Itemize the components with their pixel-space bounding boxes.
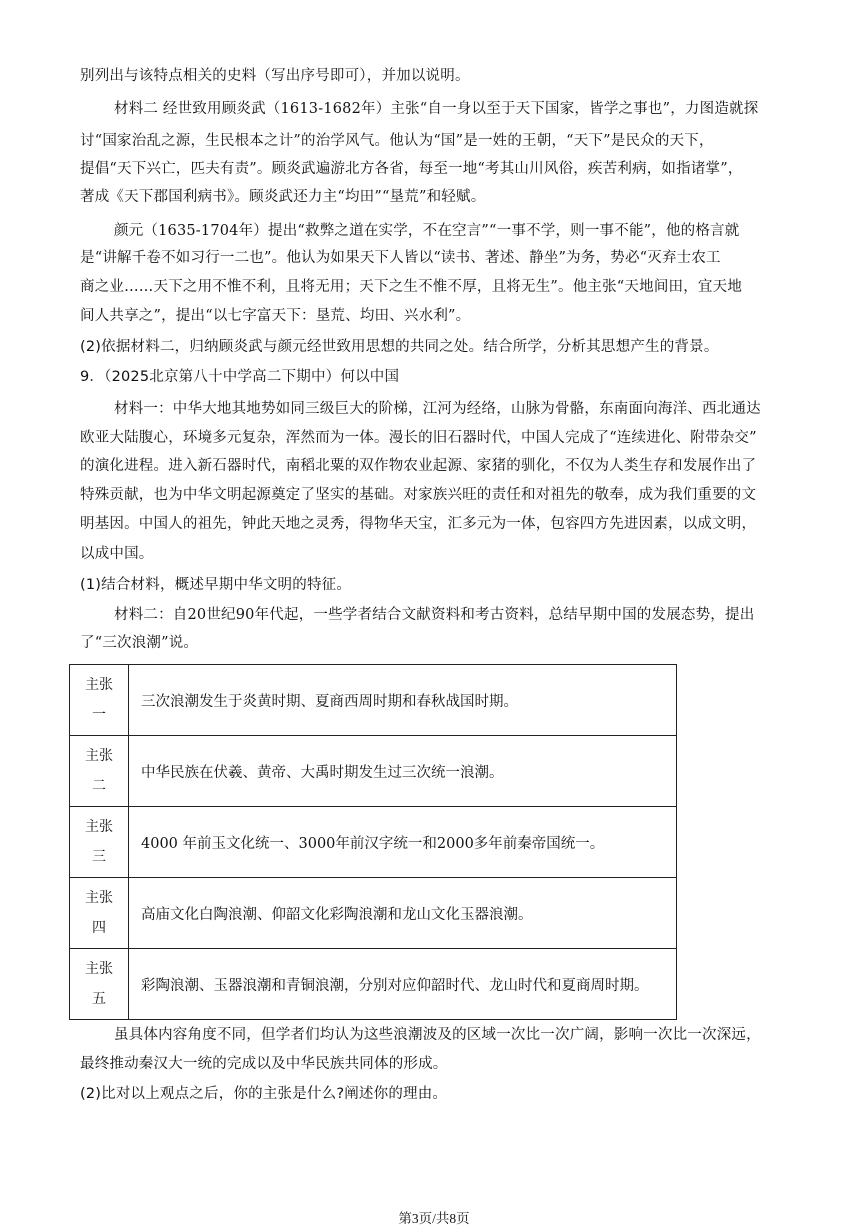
row-label-top: 主张 xyxy=(85,819,113,835)
row-label-top: 主张 xyxy=(85,961,113,977)
page-number: 第3页/共8页 xyxy=(398,1211,470,1226)
claims-table xyxy=(69,664,677,1020)
question-line: (2)依据材料二，归纳顾炎武与颜元经世致用思想的共同之处。结合所学，分析其思想产生的背景。 xyxy=(80,339,719,355)
text-line: 材料二 经世致用顾炎武（1613-1682年）主张“自一身以至于天下国家，皆学之事也”，力图造就探 xyxy=(114,101,759,117)
row-label-bottom: 三 xyxy=(92,849,106,865)
text-line: 商之业……天下之用不惟不利，且将无用；天下之生不惟不厚，且将无生”。他主张“天地间田，宜天地 xyxy=(80,279,743,295)
text-line: 的演化进程。进入新石器时代，南稻北粟的双作物农业起源、家猪的驯化，不仅为人类生存和发展作出了 xyxy=(80,458,757,474)
row-content: 高庙文化白陶浪潮、仰韶文化彩陶浪潮和龙山文化玉器浪潮。 xyxy=(129,878,677,949)
table-row xyxy=(70,665,677,736)
text-line: 颜元（1635-1704年）提出“救弊之道在实学，不在空言”“一事不学，则一事不能”，他的格言就 xyxy=(114,223,740,239)
text-line: 以成中国。 xyxy=(80,546,154,562)
row-label-top: 主张 xyxy=(85,748,113,764)
row-content: 三次浪潮发生于炎黄时期、夏商西周时期和春秋战国时期。 xyxy=(129,665,677,736)
row-label xyxy=(70,665,129,736)
text-line: 提倡“天下兴亡，匹夫有责”。顾炎武遍游北方各省，每至一地“考其山川风俗，疾苦利病，如指诸掌”， xyxy=(80,161,743,177)
text-line: 最终推动秦汉大一统的完成以及中华民族共同体的形成。 xyxy=(80,1056,448,1072)
text-line: 了“三次浪潮”说。 xyxy=(80,635,199,651)
row-label xyxy=(70,878,129,949)
text-line: 特殊贡献，也为中华文明起源奠定了坚实的基础。对家族兴旺的责任和对祖先的敬奉，成为我们重要的文 xyxy=(80,487,757,503)
text-line: 著成《天下郡国利病书》。顾炎武还力主“均田”“垦荒”和轻赋。 xyxy=(80,189,486,205)
text-line: 间人共享之”，提出“以七字富天下：垦荒、均田、兴水利”。 xyxy=(80,308,471,324)
row-label xyxy=(70,807,129,878)
text-line: 欧亚大陆腹心，环境多元复杂，浑然而为一体。漫长的旧石器时代，中国人完成了“连续进化、附带杂交” xyxy=(80,430,757,446)
row-label-bottom: 四 xyxy=(92,920,106,936)
text-line: 材料一：中华大地其地势如同三级巨大的阶梯，江河为经络，山脉为骨骼，东南面向海洋、西北通达 xyxy=(114,401,761,417)
row-label-bottom: 五 xyxy=(92,991,106,1007)
question-heading: 9．（2025北京第八十中学高二下期中）何以中国 xyxy=(80,369,400,385)
text-line: 明基因。中国人的祖先，钟此天地之灵秀，得物华天宝，汇多元为一体，包容四方先进因素，以成文明， xyxy=(80,516,757,532)
table-row xyxy=(70,807,677,878)
row-content: 彩陶浪潮、玉器浪潮和青铜浪潮，分别对应仰韶时代、龙山时代和夏商周时期。 xyxy=(129,949,677,1020)
table-row xyxy=(70,736,677,807)
text-line: 别列出与该特点相关的史料（写出序号即可），并加以说明。 xyxy=(80,68,470,84)
text-line: 是“讲解千卷不如习行一二也”。他认为如果天下人皆以“读书、著述、静坐”为务，势必“灭弃士农工 xyxy=(80,250,721,266)
row-content: 中华民族在伏羲、黄帝、大禹时期发生过三次统一浪潮。 xyxy=(129,736,677,807)
row-label-top: 主张 xyxy=(85,890,113,906)
text-line: 虽具体内容角度不同，但学者们均认为这些浪潮波及的区域一次比一次广阔，影响一次比一次深远， xyxy=(114,1027,761,1043)
question-line: (1)结合材料，概述早期中华文明的特征。 xyxy=(80,577,352,593)
row-label xyxy=(70,949,129,1020)
text-line: 材料二：自20世纪90年代起，一些学者结合文献资料和考古资料，总结早期中国的发展态势，提出 xyxy=(114,607,755,623)
table-row xyxy=(70,878,677,949)
row-label xyxy=(70,736,129,807)
table-row xyxy=(70,949,677,1020)
row-label-bottom: 一 xyxy=(92,707,106,723)
row-label-top: 主张 xyxy=(85,677,113,693)
row-label-bottom: 二 xyxy=(92,778,106,794)
question-line: (2)比对以上观点之后，你的主张是什么?阐述你的理由。 xyxy=(80,1086,448,1102)
text-line: 讨“国家治乱之源，生民根本之计”的治学风气。他认为“国”是一姓的王朝，“天下”是民众的天下， xyxy=(80,133,714,149)
row-content: 4000 年前玉文化统一、3000年前汉字统一和2000多年前秦帝国统一。 xyxy=(129,807,677,878)
